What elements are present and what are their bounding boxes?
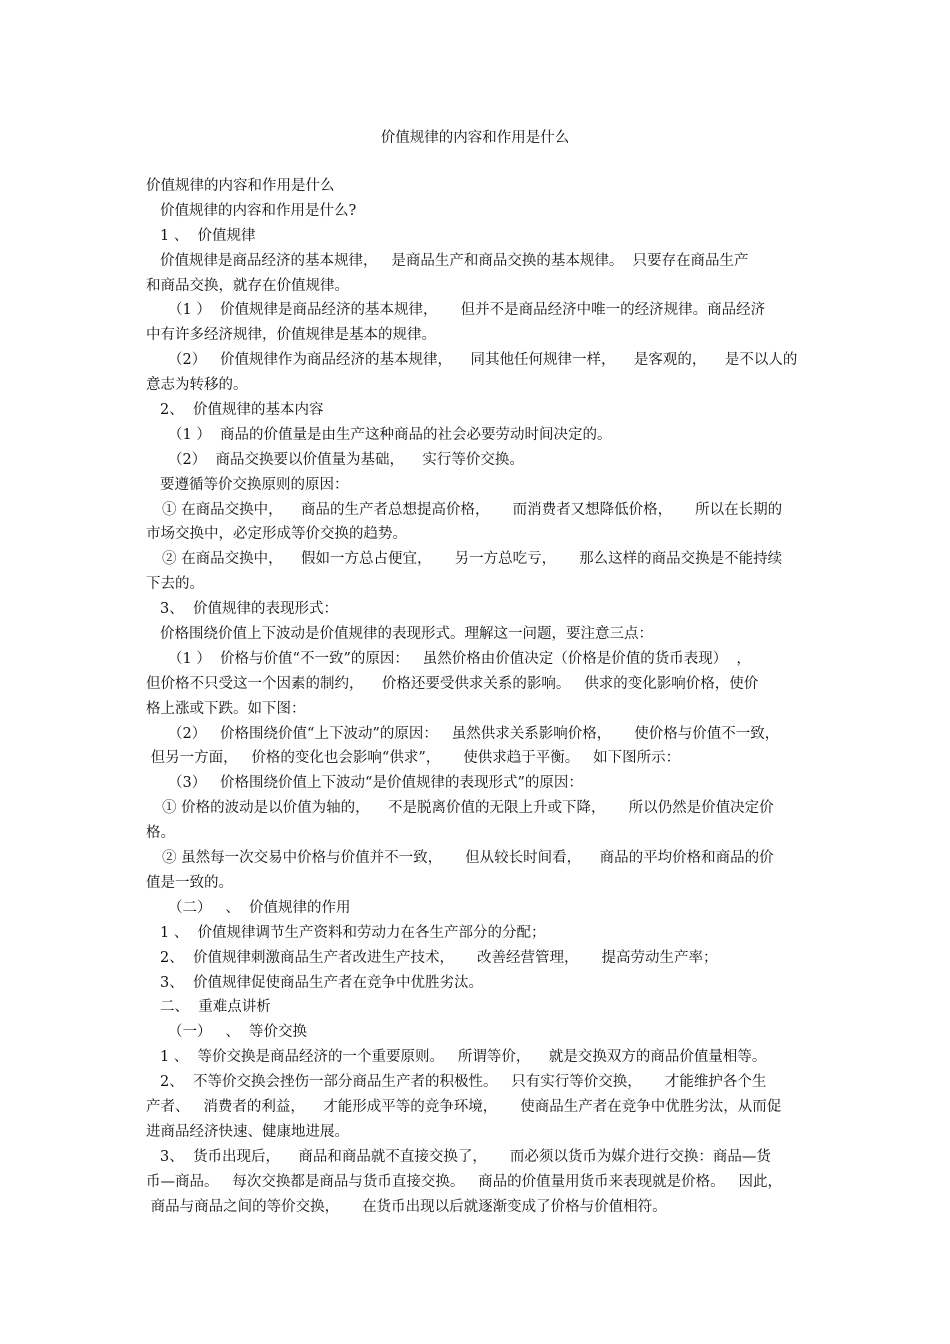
section-heading: 3、 价值规律的表现形式： (160, 601, 338, 618)
paragraph-line: ① 价格的波动是以价值为轴的， 不是脱离价值的无限上升或下降， 所以仍然是价值决定价 (162, 800, 774, 817)
document-title: 价值规律的内容和作用是什么 (380, 130, 570, 146)
paragraph-line: 和商品交换，就存在价值规律。 (146, 277, 349, 294)
paragraph-line: （1 ） 价值规律是商品经济的基本规律， 但并不是商品经济中唯一的经济规律。商品经济 (168, 302, 766, 319)
paragraph-line: 2、 价值规律刺激商品生产者改进生产技术， 改善经营管理， 提高劳动生产率； (160, 949, 718, 966)
paragraph-line: 币—商品。 每次交换都是商品与货币直接交换。 商品的价值量用货币来表现就是价格。 因此， (146, 1173, 782, 1190)
paragraph-line: （2） 商品交换要以价值量为基础， 实行等价交换。 (168, 451, 524, 468)
paragraph-line: （2） 价值规律作为商品经济的基本规律， 同其他任何规律一样， 是客观的， 是不以人的 (168, 352, 798, 369)
paragraph-line: 进商品经济快速、健康地进展。 (146, 1123, 349, 1140)
paragraph-line: 价值规律是商品经济的基本规律， 是商品生产和商品交换的基本规律。 只要存在商品生产 (160, 252, 749, 269)
question-line: 价值规律的内容和作用是什么? (160, 202, 357, 219)
section-heading: 1 、 价值规律 (160, 227, 256, 244)
paragraph-line: 市场交换中，必定形成等价交换的趋势。 (146, 526, 407, 543)
paragraph-line: （3） 价格围绕价值上下波动“是价值规律的表现形式”的原因： (168, 775, 583, 792)
paragraph-line: 3、 价值规律促使商品生产者在竞争中优胜劣汰。 (160, 974, 483, 991)
paragraph-line: 要遵循等价交换原则的原因： (160, 476, 349, 493)
paragraph-line: 1 、 价值规律调节生产资料和劳动力在各生产部分的分配； (160, 924, 546, 941)
heading-line: 价值规律的内容和作用是什么 (146, 178, 335, 194)
paragraph-line: 值是一致的。 (146, 874, 233, 891)
paragraph-line: 3、 货币出现后， 商品和商品就不直接交换了， 而必须以货币为媒介进行交换：商品—货 (160, 1148, 771, 1165)
section-heading: （一） 、 等价交换 (168, 1024, 308, 1041)
section-heading: （二） 、 价值规律的作用 (168, 899, 351, 916)
paragraph-line: ② 虽然每一次交易中价格与价值并不一致， 但从较长时间看， 商品的平均价格和商品的价 (162, 850, 774, 867)
paragraph-line: 产者、 消费者的利益， 才能形成平等的竞争环境， 使商品生产者在竞争中优胜劣汰，从而促 (146, 1098, 782, 1115)
paragraph-line: （2） 价格围绕价值“上下波动”的原因： 虽然供求关系影响价格， 使价格与价值不一致， (168, 725, 780, 742)
section-heading: 二、 重难点讲析 (160, 999, 271, 1016)
paragraph-line: ① 在商品交换中， 商品的生产者总想提高价格， 而消费者又想降低价格， 所以在长期的 (162, 501, 783, 518)
paragraph-line: 商品与商品之间的等价交换， 在货币出现以后就逐渐变成了价格与价值相符。 (146, 1198, 667, 1215)
paragraph-line: （1 ） 价格与价值“不一致”的原因： 虽然价格由价值决定（价格是价值的货币表现） ， (168, 650, 751, 667)
document-body (146, 174, 816, 1219)
section-heading: 2、 价值规律的基本内容 (160, 402, 324, 419)
paragraph-line: 意志为转移的。 (146, 377, 248, 394)
paragraph-line: 但另一方面， 价格的变化也会影响“供求”， 使供求趋于平衡。 如下图所示： (146, 750, 681, 767)
paragraph-line: 价格围绕价值上下波动是价值规律的表现形式。理解这一问题，要注意三点： (160, 626, 653, 643)
paragraph-line: （1 ） 商品的价值量是由生产这种商品的社会必要劳动时间决定的。 (168, 426, 612, 443)
paragraph-line: 格。 (146, 825, 175, 842)
paragraph-line: 中有许多经济规律，价值规律是基本的规律。 (146, 327, 436, 344)
paragraph-line: 下去的。 (146, 576, 204, 593)
paragraph-line: ② 在商品交换中， 假如一方总占便宜， 另一方总吃亏， 那么这样的商品交换是不能持续 (162, 551, 783, 568)
paragraph-line: 但价格不只受这一个因素的制约， 价格还要受供求关系的影响。 供求的变化影响价格，使价 (146, 675, 759, 692)
paragraph-line: 1 、 等价交换是商品经济的一个重要原则。 所谓等价， 就是交换双方的商品价值量相等。 (160, 1049, 767, 1066)
paragraph-line: 格上涨或下跌。如下图： (146, 700, 306, 717)
paragraph-line: 2、 不等价交换会挫伤一部分商品生产者的积极性。 只有实行等价交换， 才能维护各个生 (160, 1074, 767, 1091)
